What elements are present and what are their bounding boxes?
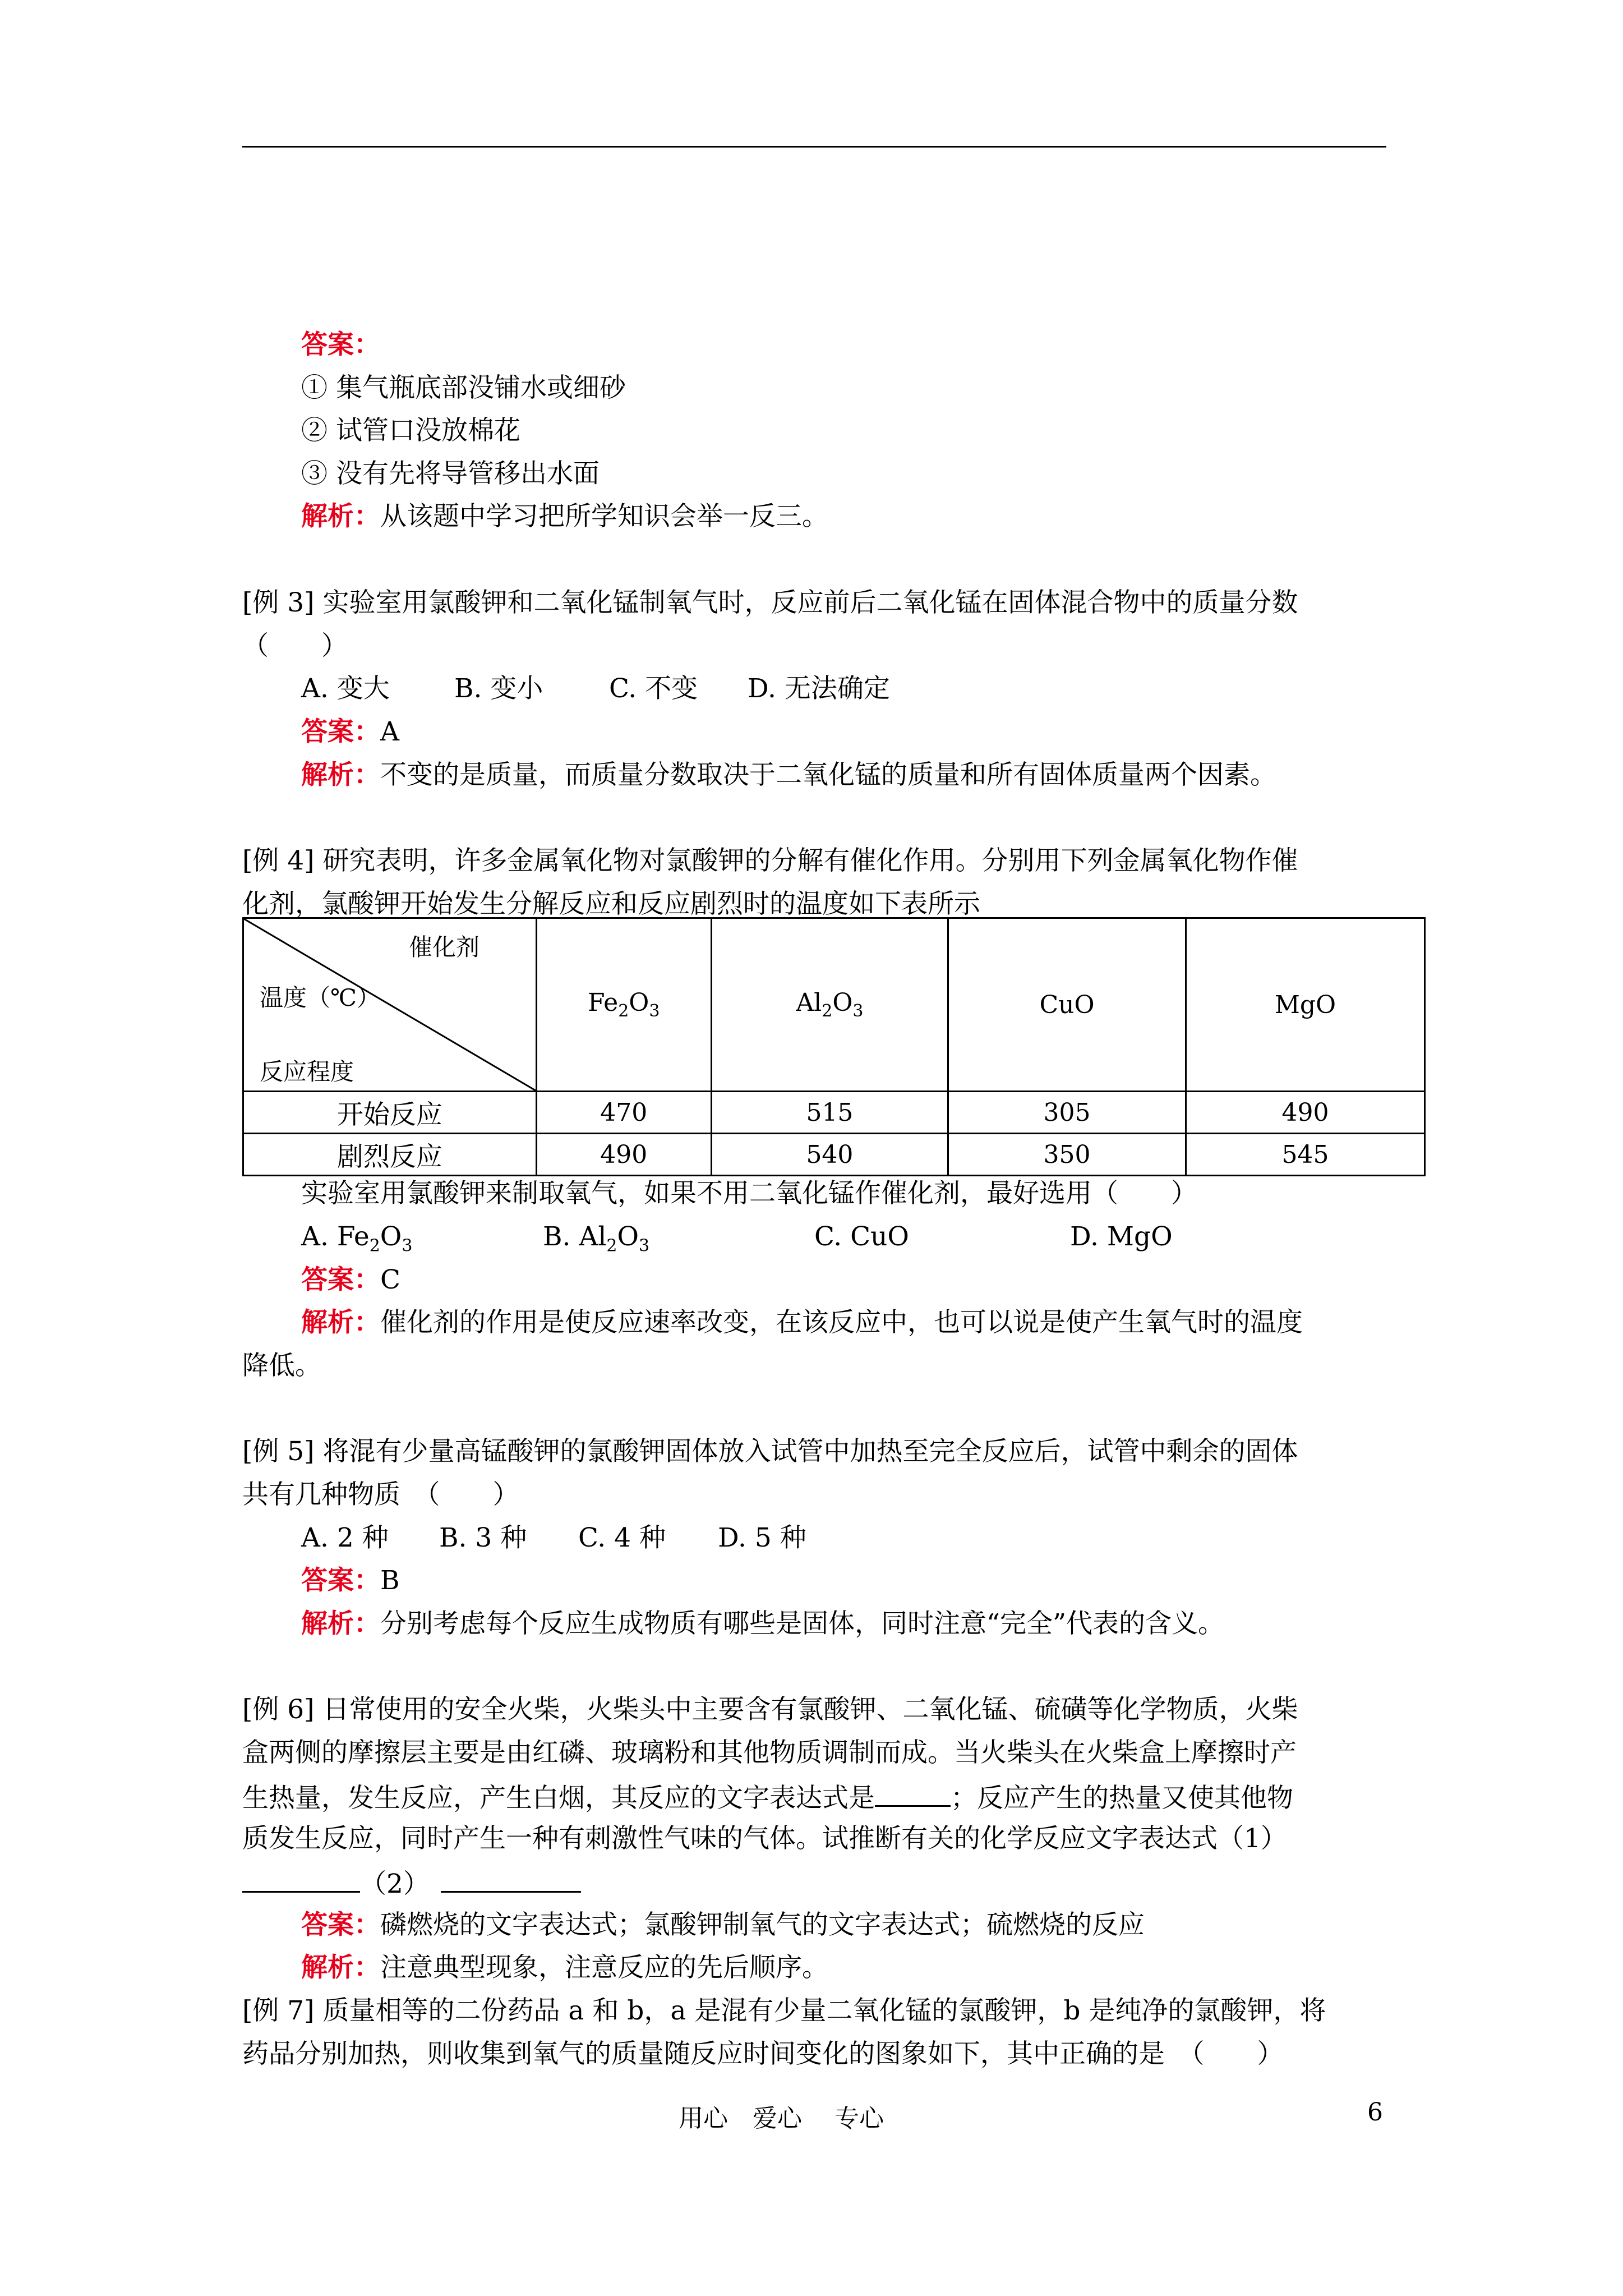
ex4-analysis: 解析：催化剂的作用是使反应速率改变，在该反应中，也可以说是使产生氧气时的温度 (301, 1307, 1303, 1338)
ex7-stem-line2: 药品分别加热，则收集到氧气的质量随反应时间变化的图象如下，其中正确的是 （ ） (242, 2039, 1284, 2069)
ex3-stem-line1: [例 3] 实验室用氯酸钾和二氧化锰制氧气时，反应前后二氧化锰在固体混合物中的质量分数 (242, 587, 1298, 618)
ex3-analysis-text: 不变的是质量，而质量分数取决于二氧化锰的质量和所有固体质量两个因素。 (380, 760, 1276, 790)
page-number: 6 (1367, 2098, 1383, 2127)
table-cell: 515 (711, 1092, 948, 1134)
blank-2 (242, 1865, 360, 1893)
ex3-answer (301, 715, 399, 749)
ex3-option-b: B. 变小 (454, 673, 543, 704)
ex4-question: 实验室用氯酸钾来制取氧气，如果不用二氧化锰作催化剂，最好选用（ ） (301, 1178, 1197, 1209)
answer-item-2: ② 试管口没放棉花 (301, 415, 520, 446)
ex4-option-a: A. $Fe_2O_3$ (301, 1221, 413, 1256)
analysis-line (301, 500, 828, 533)
table-cell: 545 (1186, 1134, 1424, 1176)
ex4-option-c: C. CuO (814, 1221, 909, 1252)
table-cell: 350 (948, 1134, 1186, 1176)
ex4-answer: 答案：C (301, 1264, 400, 1295)
ex5-answer: 答案：B (301, 1565, 400, 1596)
ex6-stem-line2: 盒两侧的摩擦层主要是由红磷、玻璃粉和其他物质调制而成。当火柴头在火柴盒上摩擦时产 (242, 1737, 1297, 1768)
ex4-option-d: D. MgO (1070, 1221, 1173, 1252)
table-cell: 490 (536, 1134, 711, 1176)
analysis-label: 解析： (301, 501, 380, 532)
ex3-answer-label: 答案： (301, 716, 380, 747)
table-cell: 540 (711, 1134, 948, 1176)
answer-item-1: ① 集气瓶底部没铺水或细砂 (301, 372, 626, 403)
ex3-answer-value: A (380, 716, 399, 747)
ex3-analysis-label: 解析： (301, 760, 380, 790)
ex5-analysis: 解析：分别考虑每个反应生成物质有哪些是固体，同时注意“完全”代表的含义。 (301, 1608, 1225, 1639)
ex4-answer-value: C (380, 1264, 400, 1295)
table-corner-cell (243, 918, 537, 1092)
answer-label: 答案： (301, 329, 380, 360)
ex3-stem-line2: （ ） (242, 631, 348, 661)
ex6-stem-line5: （2） (242, 1865, 581, 1901)
ex4-analysis-cont: 降低。 (242, 1350, 321, 1381)
ex5-stem-line1: [例 5] 将混有少量高锰酸钾的氯酸钾固体放入试管中加热至完全反应后，试管中剩余的固体 (242, 1436, 1298, 1467)
ex6-stem-line3: 生热量，发生反应，产生白烟，其反应的文字表达式是 ；反应产生的热量又使其他物 (242, 1779, 1293, 1815)
corner-label-reaction: 反应程度 (260, 1058, 354, 1085)
table-row (243, 1134, 1425, 1176)
ex6-answer: 答案：磷燃烧的文字表达式；氯酸钾制氧气的文字表达式；硫燃烧的反应 (301, 1910, 1145, 1940)
footer-motto: 用心 爱心 专心 (679, 2104, 884, 2133)
table-cell: 470 (536, 1092, 711, 1134)
answer-item-3: ③ 没有先将导管移出水面 (301, 458, 600, 489)
ex5-answer-value: B (380, 1565, 400, 1596)
ex3-option-c: C. 不变 (609, 673, 698, 704)
ex5-stem-line2: 共有几种物质 （ ） (242, 1479, 519, 1510)
ex3-option-d: D. 无法确定 (748, 673, 890, 704)
header-rule (242, 146, 1386, 148)
ex3-analysis (301, 758, 1276, 792)
ex4-stem-line2: 化剂，氯酸钾开始发生分解反应和反应剧烈时的温度如下表所示 (242, 889, 980, 919)
table-cell: 490 (1186, 1092, 1424, 1134)
header-al2o3: $Al_2O_3$ (711, 918, 948, 1092)
ex6-stem-line4: 质发生反应，同时产生一种有刺激性气味的气体。试推断有关的化学反应文字表达式（1） (242, 1823, 1287, 1854)
ex5-option-d: D. 5 种 (718, 1522, 806, 1553)
analysis-text: 从该题中学习把所学知识会举一反三。 (380, 501, 828, 532)
catalyst-temperature-table (242, 917, 1426, 1176)
ex5-option-a: A. 2 种 (301, 1522, 389, 1553)
corner-label-temperature: 温度（℃） (260, 984, 380, 1011)
ex3-option-a: A. 变大 (301, 673, 390, 704)
ex5-option-b: B. 3 种 (439, 1522, 527, 1553)
ex4-stem-line1: [例 4] 研究表明，许多金属氧化物对氯酸钾的分解有催化作用。分别用下列金属氧化物作催 (242, 845, 1298, 876)
ex6-analysis: 解析：注意典型现象，注意反应的先后顺序。 (301, 1952, 828, 1983)
ex6-stem-line1: [例 6] 日常使用的安全火柴，火柴头中主要含有氯酸钾、二氧化锰、硫磺等化学物质，火柴 (242, 1694, 1298, 1725)
ex5-option-c: C. 4 种 (578, 1522, 666, 1553)
ex7-stem-line1: [例 7] 质量相等的二份药品 a 和 b，a 是混有少量二氧化锰的氯酸钾，b 是纯净的氯酸钾，将 (242, 1995, 1326, 2026)
blank-3 (441, 1865, 581, 1893)
ex4-option-b: B. $Al_2O_3$ (543, 1221, 650, 1256)
blank-1 (875, 1779, 951, 1807)
corner-label-catalyst: 催化剂 (408, 933, 479, 961)
header-fe2o3: $Fe_2O_3$ (536, 918, 711, 1092)
table-cell: 305 (948, 1092, 1186, 1134)
row-label: 开始反应 (243, 1092, 537, 1134)
row-label: 剧烈反应 (243, 1134, 537, 1176)
header-mgo: MgO (1186, 918, 1424, 1092)
header-cuo: CuO (948, 918, 1186, 1092)
table-row (243, 1092, 1425, 1134)
